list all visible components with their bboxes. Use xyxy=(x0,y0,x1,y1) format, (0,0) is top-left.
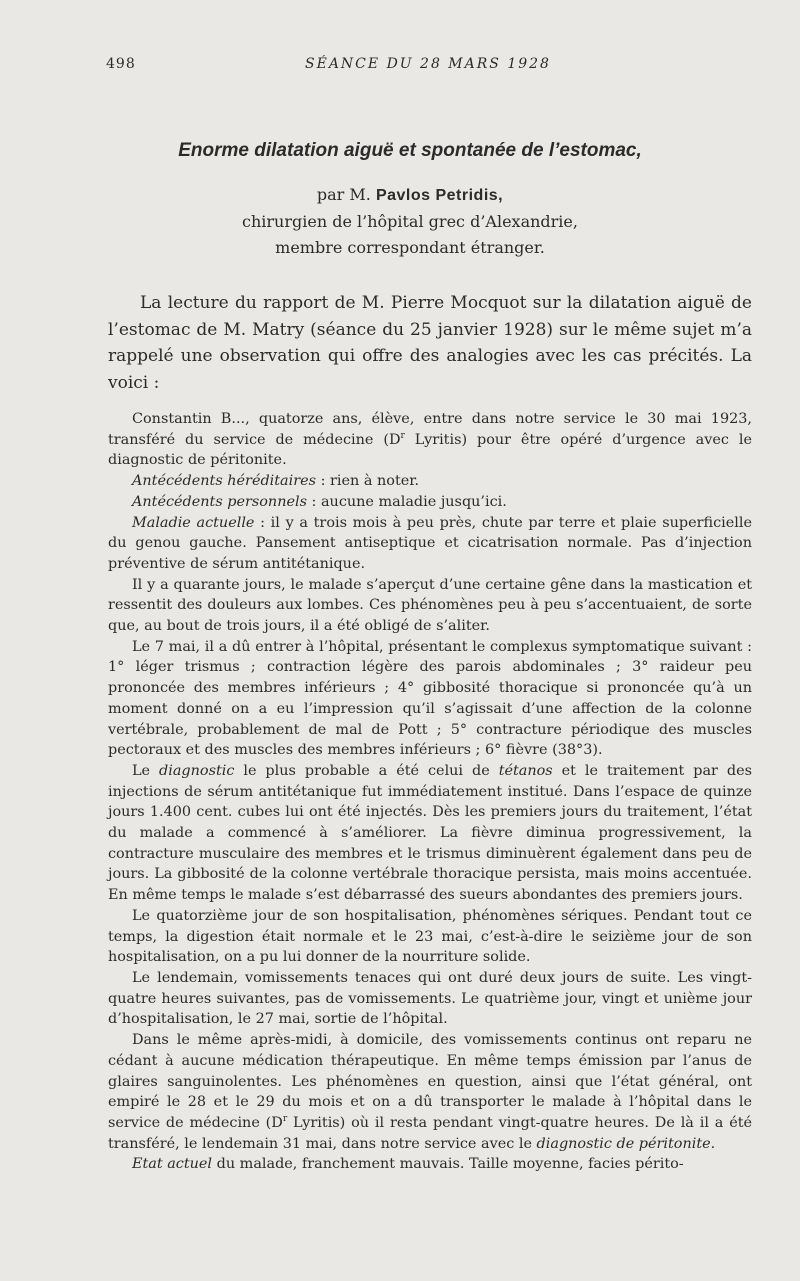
paragraph-serum-phenomena: Le quatorzième jour de son hospitalisation, phénomènes sériques. Pendant tout ce temps, la digestion était normale et le 23 mai, c’est-à-dire le seizième jour de son hospitalisation, on a pu lui donner de la nourriture solide. xyxy=(108,907,752,966)
page-header xyxy=(106,56,750,80)
paragraph-current-illness: Maladie actuelle : il y a trois mois à peu près, chute par terre et plaie superficielle du genou gauche. Pansement antiseptique et cicatrisation normale. Pas d’injection préventive de sérum antitétanique. xyxy=(108,514,752,572)
author-line xyxy=(60,182,760,209)
paragraph-admission: Constantin B..., quatorze ans, élève, entre dans notre service le 30 mai 1923, transféré du service de médecine ($D^r$ Lyritis) pour être opéré d’urgence avec le diagnostic de péritonite. xyxy=(108,411,752,469)
paragraph-current-state: Etat actuel du malade, franchement mauvais. Taille moyenne, facies périto- xyxy=(132,1156,684,1173)
intro-section xyxy=(108,290,752,396)
article-title: Enorme dilatation aiguë et spontanée de l’estomac, xyxy=(178,140,642,161)
paragraph-readmission: Dans le même après-midi, à domicile, des vomissements continus ont reparu ne cédant à aucune médication thérapeutique. En même temps émission par l’anus de glaires sanguinolentes. Les phénomènes en question, ainsi que l’état général, ont empiré le 28 et le 29 du mois et on a dû transporter le malade à l’hôpital dans le service de médecine ($D^r$ Lyritis) où il resta pendant vingt-quatre heures. De là il a été transféré, le lendemain 31 mai, dans notre service avec le diagnostic de péritonite. xyxy=(108,1032,753,1152)
paragraph-onset: Il y a quarante jours, le malade s’aperçut d’une certaine gêne dans la mastication et ressentit des douleurs aux lombes. Ces phénomènes peu à peu s’accentuaient, de sorte que, au bout de trois jours, il a été obligé de s’aliter. xyxy=(108,576,752,635)
paragraph-symptoms: Le 7 mai, il a dû entrer à l’hôpital, présentant le complexus symptomatique suivant : 1° léger trismus ; contraction légère des parois abdominales ; 3° raideur peu prononcée des membres inférieurs ; 4° gibbosité thoracique si prononcée qu’à un moment donné on a eu l’impression qu’il s’agissait d’une affection de la colonne vertébrale, probablement de mal de Pott ; 5° contracture périodique des muscles pectoraux et des muscles des membres inférieurs ; 6° fièvre (38°3). xyxy=(108,638,752,759)
page-number: 498 xyxy=(106,56,136,72)
byline xyxy=(60,182,760,261)
affiliation-line-1: chirurgien de l’hôpital grec d’Alexandrie, xyxy=(242,212,578,231)
paragraph-vomiting: Le lendemain, vomissements tenaces qui ont duré deux jours de suite. Les vingt-quatre heures suivantes, pas de vomissements. Le quatrième jour, vingt et unième jour d’hospitalisation, le 27 mai, sortie de l’hôpital. xyxy=(108,969,752,1028)
paragraph-hereditary: Antécédents héréditaires : rien à noter. xyxy=(132,473,420,490)
affiliation-line-2: membre correspondant étranger. xyxy=(275,238,545,257)
intro-paragraph: La lecture du rapport de M. Pierre Mocquot sur la dilatation aiguë de l’estomac de M. Matry (séance du 25 janvier 1928) sur le même sujet m’a rappelé une observation qui offre des analogies avec les cas précités. La voici : xyxy=(108,293,752,393)
paragraph-personal: Antécédents personnels : aucune maladie jusqu’ici. xyxy=(132,493,507,510)
case-report xyxy=(108,409,752,1175)
paragraph-diagnosis: Le diagnostic le plus probable a été celui de tétanos et le traitement par des injections de sérum antitétanique fut immédiatement institué. Dans l’espace de quinze jours 1.400 cent. cubes lui ont été injectés. Dès les premiers jours du traitement, l’état du malade a commencé à s’améliorer. La fièvre diminua progressivement, la contracture musculaire des membres et le trismus diminuèrent également dans peu de jours. La gibbosité de la colonne vertébrale thoracique persista, mais moins accentuée. En même temps le malade s’est débarrassé des sueurs abondantes des premiers jours. xyxy=(108,762,752,904)
author-name: Pavlos Petridis, xyxy=(375,187,504,204)
byline-prefix: par M. xyxy=(316,185,371,204)
running-title: SÉANCE DU 28 MARS 1928 xyxy=(305,56,551,72)
